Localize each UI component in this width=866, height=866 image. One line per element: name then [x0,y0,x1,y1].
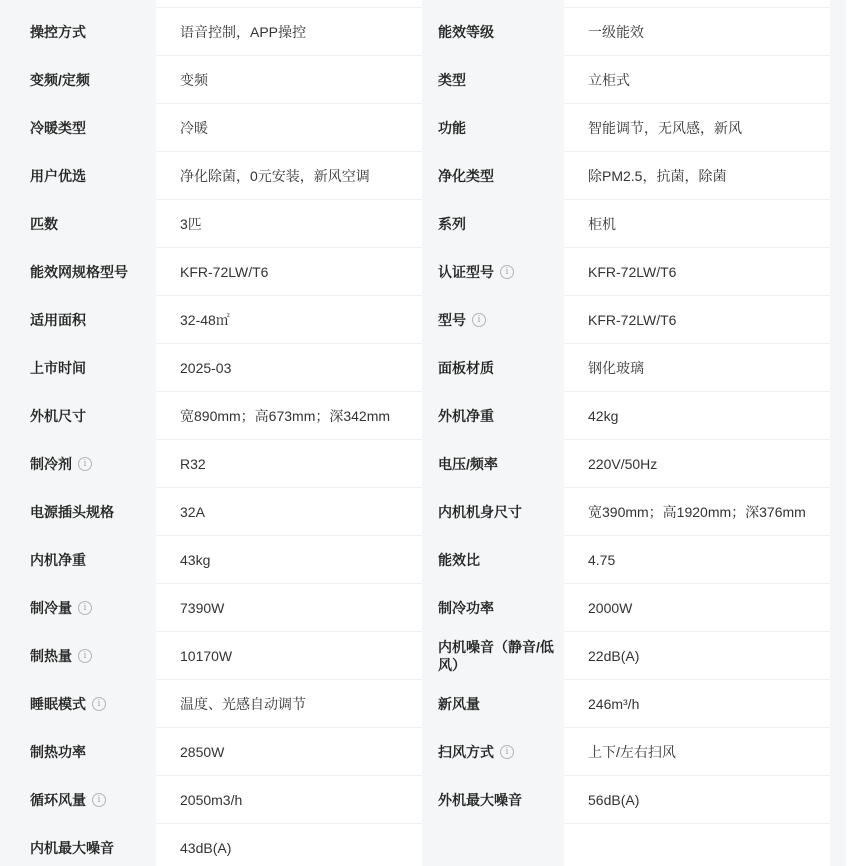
spec-label-cell [422,680,564,728]
spec-value: 246m³/h [564,680,830,728]
spec-label: 功能 [438,120,466,136]
spec-label: 能效比 [438,552,480,568]
spec-label-cell [14,200,156,248]
spec-label-cell [14,0,156,8]
info-circle-icon[interactable]: i [500,745,514,759]
spec-label: 认证型号 [438,264,494,280]
spec-label-cell [14,152,156,200]
spec-label-cell [422,8,564,56]
spec-label: 冷暖类型 [30,120,86,136]
spec-label: 循环风量 [30,792,86,808]
spec-value [156,0,422,8]
spec-label-cell [14,56,156,104]
spec-label-cell [14,776,156,824]
spec-value: 4.75 [564,536,830,584]
spec-value: 32-48㎡ [156,296,422,344]
spec-value: 上下/左右扫风 [564,728,830,776]
spec-label-cell [422,392,564,440]
spec-value: KFR-72LW/T6 [564,248,830,296]
spec-label-cell [14,440,156,488]
spec-label-cell [422,0,564,8]
spec-label: 睡眠模式 [30,696,86,712]
spec-value: 冷暖 [156,104,422,152]
spec-value: 宽390mm；高1920mm；深376mm [564,488,830,536]
spec-table [14,0,830,866]
spec-label: 操控方式 [30,24,86,40]
spec-label: 上市时间 [30,360,86,376]
spec-label-cell [422,56,564,104]
spec-value: 7390W [156,584,422,632]
spec-label: 净化类型 [438,168,494,184]
spec-label-cell [422,200,564,248]
spec-label-cell [14,728,156,776]
spec-value: 宽890mm；高673mm；深342mm [156,392,422,440]
spec-value: 净化除菌，0元安装，新风空调 [156,152,422,200]
spec-label-cell [14,296,156,344]
spec-value: 22dB(A) [564,632,830,680]
spec-value: 钢化玻璃 [564,344,830,392]
info-circle-icon[interactable]: i [92,697,106,711]
spec-label-cell [422,776,564,824]
spec-label: 外机最大噪音 [438,792,522,808]
spec-value: 立柜式 [564,56,830,104]
spec-label: 制冷量 [30,600,72,616]
spec-value: 10170W [156,632,422,680]
spec-label: 电源插头规格 [30,504,114,520]
spec-label-cell [14,488,156,536]
spec-value: 56dB(A) [564,776,830,824]
spec-label: 面板材质 [438,360,494,376]
spec-label-cell [422,632,564,680]
spec-label-cell [422,152,564,200]
spec-value: 2000W [564,584,830,632]
spec-label: 制热量 [30,648,72,664]
spec-label-cell [14,392,156,440]
spec-label: 类型 [438,72,466,88]
spec-label: 能效等级 [438,24,494,40]
spec-value: 智能调节，无风感，新风 [564,104,830,152]
spec-label-cell [14,536,156,584]
spec-label: 新风量 [438,696,480,712]
info-circle-icon[interactable]: i [500,265,514,279]
spec-value: R32 [156,440,422,488]
info-circle-icon[interactable]: i [78,457,92,471]
spec-label-cell [422,584,564,632]
spec-value: 2025-03 [156,344,422,392]
spec-value: 温度、光感自动调节 [156,680,422,728]
spec-label-cell [14,8,156,56]
spec-label: 内机最大噪音 [30,840,114,856]
spec-value: 一级能效 [564,8,830,56]
spec-value: 2850W [156,728,422,776]
spec-label-cell [422,104,564,152]
spec-value: 语音控制，APP操控 [156,8,422,56]
spec-value: 柜机 [564,200,830,248]
spec-value: 2050m3/h [156,776,422,824]
spec-label-cell [422,344,564,392]
spec-label: 系列 [438,216,466,232]
spec-label: 外机尺寸 [30,408,86,424]
spec-label-cell [422,248,564,296]
spec-label: 内机噪音（静音/低风） [438,639,554,673]
spec-value: 32A [156,488,422,536]
spec-label: 扫风方式 [438,744,494,760]
spec-label: 用户优选 [30,168,86,184]
info-circle-icon[interactable]: i [472,313,486,327]
spec-label: 电压/频率 [438,456,498,472]
spec-label: 适用面积 [30,312,86,328]
spec-label-cell [422,728,564,776]
spec-label: 能效网规格型号 [30,264,128,280]
spec-label-cell [14,680,156,728]
spec-value: 变频 [156,56,422,104]
spec-label: 变频/定频 [30,72,90,88]
spec-label-cell [14,824,156,866]
spec-label-cell [422,440,564,488]
spec-label-cell [14,632,156,680]
spec-label: 内机净重 [30,552,86,568]
spec-value [564,824,830,866]
spec-label-cell [422,536,564,584]
spec-label: 外机净重 [438,408,494,424]
spec-label-cell [14,584,156,632]
spec-label: 内机机身尺寸 [438,504,522,520]
spec-label-cell [422,488,564,536]
right-margin [846,0,866,866]
spec-label-cell [14,104,156,152]
spec-label-cell [422,824,564,866]
spec-value: KFR-72LW/T6 [156,248,422,296]
spec-value [564,0,830,8]
spec-label: 制冷剂 [30,456,72,472]
spec-label: 型号 [438,312,466,328]
spec-value: 43dB(A) [156,824,422,866]
spec-value: 220V/50Hz [564,440,830,488]
spec-value: 42kg [564,392,830,440]
spec-label: 制热功率 [30,744,86,760]
info-circle-icon[interactable]: i [78,601,92,615]
spec-label: 制冷功率 [438,600,494,616]
spec-value: 43kg [156,536,422,584]
spec-value: KFR-72LW/T6 [564,296,830,344]
info-circle-icon[interactable]: i [92,793,106,807]
spec-label-cell [422,296,564,344]
spec-label-cell [14,344,156,392]
spec-label-cell [14,248,156,296]
spec-value: 3匹 [156,200,422,248]
spec-label: 匹数 [30,216,58,232]
info-circle-icon[interactable]: i [78,649,92,663]
spec-value: 除PM2.5，抗菌，除菌 [564,152,830,200]
